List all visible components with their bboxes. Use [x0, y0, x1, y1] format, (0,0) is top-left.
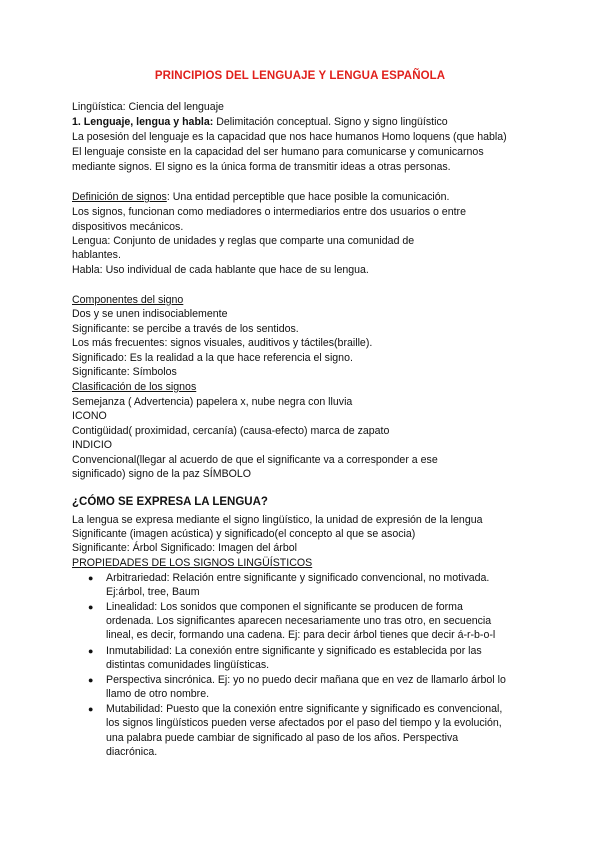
propiedades-heading: PROPIEDADES DE LOS SIGNOS LINGÜÍSTICOS	[72, 557, 313, 569]
paragraph-line: Lengua: Conjunto de unidades y reglas que comparte una comunidad de	[72, 235, 415, 247]
list-item-line: Linealidad: Los sonidos que componen el significante se producen de forma	[106, 601, 463, 613]
paragraph-line: Significante (imagen acústica) y significado(el concepto al que se asocia)	[72, 528, 416, 540]
bullet-icon: ●	[88, 573, 94, 583]
definition-line	[72, 190, 450, 204]
paragraph-line: dispositivos mecánicos.	[72, 221, 184, 233]
paragraph-line: Contigüidad( proximidad, cercanía) (causa-efecto) marca de zapato	[72, 425, 390, 437]
intro-line: Lingüística: Ciencia del lenguaje	[72, 101, 224, 113]
paragraph-line: Los más frecuentes: signos visuales, auditivos y táctiles(braille).	[72, 337, 373, 349]
bullet-icon: ●	[88, 602, 94, 612]
paragraph-line: La lengua se expresa mediante el signo lingüístico, la unidad de expresión de la lengua	[72, 514, 483, 526]
paragraph-line: Semejanza ( Advertencia) papelera x, nube negra con lluvia	[72, 396, 353, 408]
clasificacion-heading: Clasificación de los signos	[72, 381, 197, 393]
list-item-line: distintas comunidades lingüísticas.	[106, 659, 270, 671]
section-heading	[72, 115, 448, 129]
list-item-line: ordenada. Los significantes aparecen necesariamente uno tras otro, en secuencia	[106, 615, 492, 627]
paragraph-line: Los signos, funcionan como mediadores o intermediarios entre dos usuarios o entre	[72, 206, 466, 218]
list-item-line: llamo de otro nombre.	[106, 688, 210, 700]
list-item-line: los signos lingüísticos pueden verse afectados por el paso del tiempo y la evolución,	[106, 717, 502, 729]
paragraph-line: Habla: Uso individual de cada hablante que hace de su lengua.	[72, 264, 369, 276]
paragraph-line: El lenguaje consiste en la capacidad del ser humano para comunicarse y comunicarnos	[72, 146, 484, 158]
list-item-line: Inmutabilidad: La conexión entre significante y significado es establecida por las	[106, 645, 482, 657]
list-item-line: Arbitrariedad: Relación entre significante y significado convencional, no motivada.	[106, 572, 490, 584]
paragraph-line: Significante: Símbolos	[72, 366, 177, 378]
componentes-heading: Componentes del signo	[72, 294, 184, 306]
bullet-icon: ●	[88, 704, 94, 714]
list-item-line: una palabra puede cambiar de significado al paso de los años. Perspectiva	[106, 732, 459, 744]
list-item-line: Perspectiva sincrónica. Ej: yo no puedo decir mañana que en vez de llamarlo árbol lo	[106, 674, 506, 686]
paragraph-line: ICONO	[72, 410, 107, 422]
definition-text: : Una entidad perceptible que hace posible la comunicación.	[166, 191, 450, 203]
paragraph-line: Significante: Árbol Significado: Imagen del árbol	[72, 542, 297, 554]
list-item-line: Ej:árbol, tree, Baum	[106, 586, 200, 598]
section-heading-rest: Delimitación conceptual. Signo y signo lingüístico	[213, 116, 448, 128]
expresa-heading: ¿CÓMO SE EXPRESA LA LENGUA?	[72, 496, 268, 508]
paragraph-line: Dos y se unen indisociablemente	[72, 308, 228, 320]
section-heading-bold: 1. Lenguaje, lengua y habla:	[72, 116, 214, 128]
bullet-icon: ●	[88, 646, 94, 656]
paragraph-line: INDICIO	[72, 439, 113, 451]
list-item-line: lineal, es decir, formando una cadena. Ej: para decir árbol tienes que decir á-r-b-o-l	[106, 629, 496, 641]
paragraph-line: Convencional(llegar al acuerdo de que el significante va a corresponder a ese	[72, 454, 438, 466]
definition-label: Definición de signos	[72, 191, 167, 203]
paragraph-line: hablantes.	[72, 249, 121, 261]
paragraph-line: Significado: Es la realidad a la que hace referencia el signo.	[72, 352, 353, 364]
paragraph-line: Significante: se percibe a través de los sentidos.	[72, 323, 299, 335]
paragraph-line: significado) signo de la paz SÍMBOLO	[72, 468, 252, 480]
bullet-icon: ●	[88, 675, 94, 685]
list-item-line: diacrónica.	[106, 746, 158, 758]
paragraph-line: mediante signos. El signo es la única forma de transmitir ideas a otras personas.	[72, 161, 451, 173]
paragraph-line: La posesión del lenguaje es la capacidad que nos hace humanos Homo loquens (que habla)	[72, 131, 507, 143]
list-item-line: Mutabilidad: Puesto que la conexión entre significante y significado es convencional,	[106, 703, 503, 715]
document-title: PRINCIPIOS DEL LENGUAJE Y LENGUA ESPAÑOLA	[154, 70, 446, 82]
